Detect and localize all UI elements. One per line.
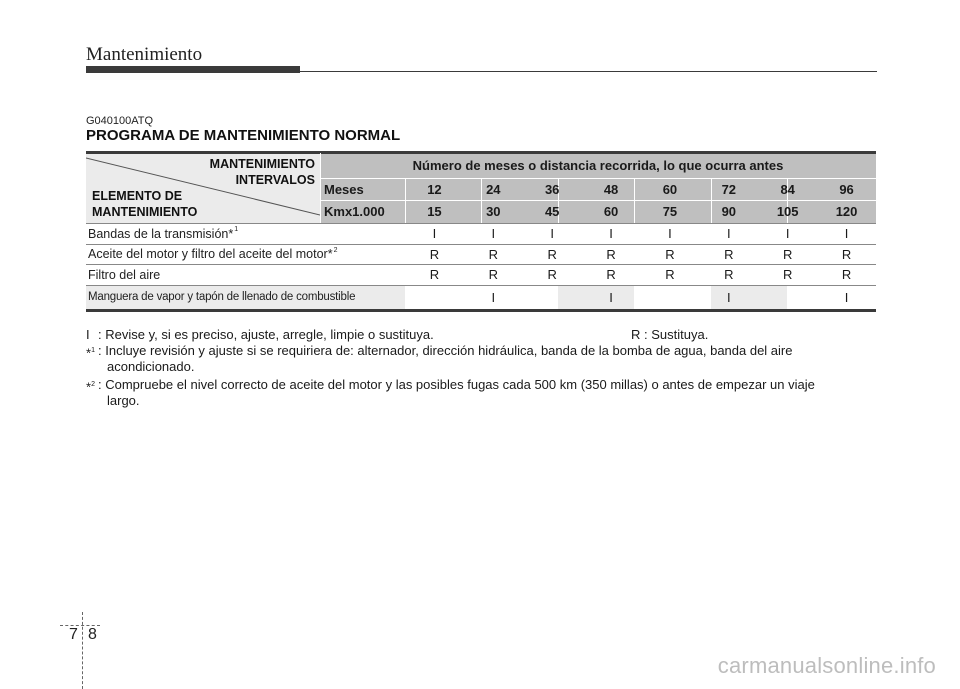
table-bottom-rule	[86, 309, 876, 312]
legend-i-key: I	[86, 327, 90, 342]
corner-label-item-2: MANTENIMIENTO	[92, 205, 198, 219]
km-cell: 75	[662, 204, 678, 219]
months-cell: 60	[662, 181, 678, 197]
note2-text: : Compruebe el nivel correcto de aceite del motor y las posibles fugas cada 500 km (350 millas) o antes de empezar un viaje	[98, 377, 815, 392]
row-value-cell: I	[609, 226, 613, 241]
row-value-cell: R	[665, 267, 675, 282]
row-label-text: Manguera de vapor y tapón de llenado de combustible	[88, 291, 356, 303]
months-label: Meses	[324, 181, 364, 197]
row-label	[88, 285, 355, 309]
row-value-cell	[758, 285, 817, 309]
km-cell: 120	[835, 204, 858, 219]
row-value-cell: R	[547, 267, 557, 282]
program-title: PROGRAMA DE MANTENIMIENTO NORMAL	[86, 127, 401, 144]
page-chapter: 7	[69, 626, 78, 643]
row-value-cell: R	[547, 246, 557, 262]
note1-mark: *$^1$	[86, 345, 95, 361]
header-span-label: Número de meses o distancia recorrida, lo que ocurra antes	[412, 158, 784, 173]
row-value-cell: I	[844, 289, 849, 305]
row-label-text: Aceite del motor y filtro del aceite del motor*	[88, 247, 333, 261]
corner-label-item: ELEMENTO DE	[92, 189, 183, 203]
section-title: Mantenimiento	[86, 44, 203, 65]
km-cell: 30	[486, 204, 501, 219]
months-cell: 12	[427, 181, 442, 197]
note1-text-2: acondicionado.	[107, 359, 195, 374]
maintenance-table	[86, 153, 876, 311]
row-value-cell: R	[782, 267, 793, 282]
row-value-cell	[523, 285, 582, 309]
page-number: 8	[88, 626, 97, 643]
row-value-cell: R	[724, 246, 734, 262]
note2-text-2: largo.	[107, 393, 140, 408]
corner-label-maintenance: MANTENIMIENTO	[209, 157, 315, 171]
row-value-cell: R	[606, 246, 616, 262]
km-cell: 60	[603, 204, 619, 219]
row-value-cell: I	[550, 226, 554, 241]
months-cell: 84	[780, 181, 795, 197]
km-cell: 45	[544, 204, 560, 219]
row-value-cell	[641, 285, 700, 309]
row-label	[88, 244, 337, 264]
months-cell: 72	[721, 181, 737, 197]
months-cell: 36	[544, 181, 560, 197]
legend-r-text: R : Sustituya.	[631, 327, 709, 342]
row-value-cell: R	[429, 246, 440, 262]
document-code: G040100ATQ	[86, 115, 154, 127]
km-cell: 15	[427, 204, 442, 219]
row-value-cell: R	[665, 246, 675, 262]
row-value-cell: I	[491, 289, 496, 305]
months-cell: 96	[839, 181, 854, 197]
row-value-cell: I	[491, 226, 496, 241]
row-label-text: Filtro del aire	[88, 267, 161, 282]
note1-text: : Incluye revisión y ajuste si se requiriera de: alternador, dirección hidráulica, banda de la bomba de agua, banda del aire	[98, 343, 793, 358]
row-label-footnote: 2	[333, 246, 338, 254]
row-value-cell: R	[782, 246, 793, 262]
row-label-text: Bandas de la transmisión*	[88, 226, 234, 241]
row-value-cell: R	[488, 246, 498, 262]
row-value-cell: R	[841, 267, 852, 282]
row-value-cell: I	[727, 289, 731, 305]
note2-mark: *$^2$	[86, 379, 95, 395]
legend-i-text: : Revise y, si es preciso, ajuste, arregle, limpie o sustituya.	[98, 327, 434, 342]
km-label: Kmx1.000	[324, 204, 385, 219]
row-value-cell: I	[727, 226, 731, 241]
title-rule	[300, 71, 877, 72]
row-label-footnote: 1	[234, 226, 239, 233]
row-value-cell: I	[609, 289, 613, 305]
km-cell: 105	[776, 204, 799, 219]
km-cell: 90	[721, 204, 737, 219]
row-value-cell: R	[724, 267, 734, 282]
title-bar	[86, 66, 300, 73]
corner-label-intervals: INTERVALOS	[235, 173, 315, 187]
row-value-cell: R	[606, 267, 616, 282]
row-value-cell: I	[844, 226, 849, 241]
row-value-cell: R	[841, 246, 852, 262]
row-value-cell: I	[668, 226, 672, 241]
row-value-cell: R	[488, 267, 498, 282]
months-cell: 48	[603, 181, 619, 197]
row-value-cell: I	[785, 226, 790, 241]
row-label	[88, 223, 238, 244]
watermark: carmanualsonline.info	[717, 653, 936, 678]
row-value-cell: I	[432, 226, 437, 241]
row-value-cell: R	[429, 267, 440, 282]
page-vertical-guide	[82, 612, 83, 689]
row-label	[88, 264, 160, 285]
months-cell: 24	[486, 181, 501, 197]
row-value-cell	[405, 285, 464, 309]
